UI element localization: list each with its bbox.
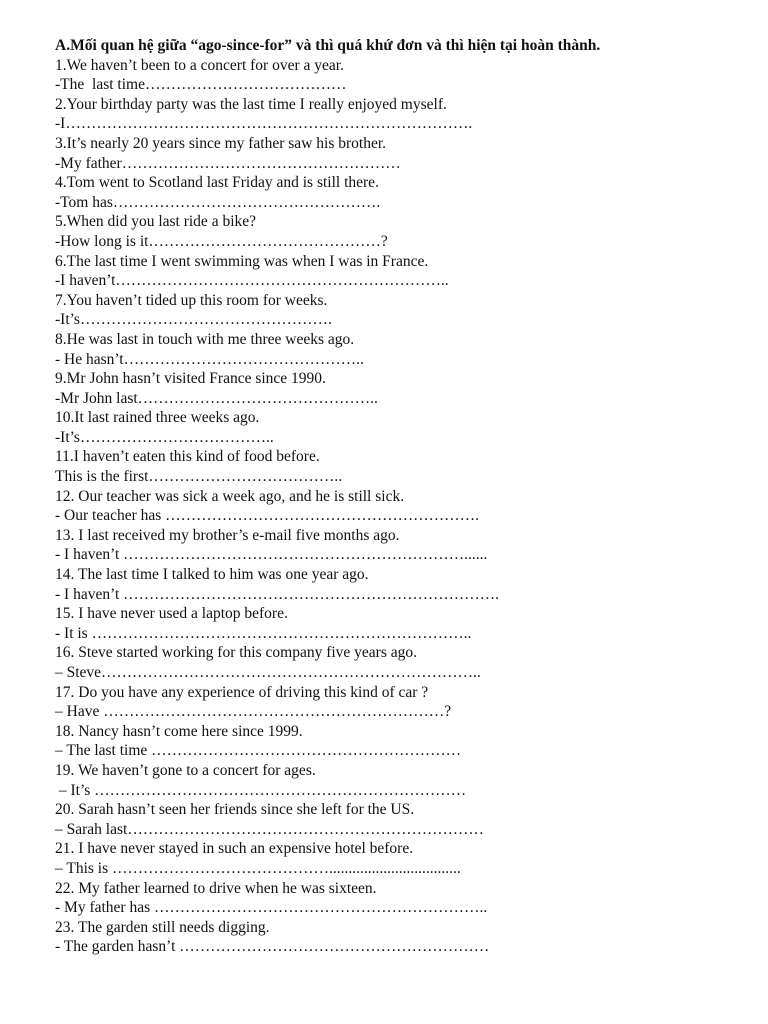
rewrite-prompt: - My father has ……………………………………………………….. — [55, 899, 488, 917]
exercise-sentence: 6.The last time I went swimming was when I was in France. — [55, 252, 429, 270]
worksheet — [55, 36, 755, 957]
rewrite-prompt: - I haven’t ………………………………………………………………. — [55, 585, 500, 603]
rewrite-prompt: – The last time …………………………………………………… — [55, 742, 462, 760]
rewrite-prompt: - He hasn’t……………………………………….. — [55, 350, 364, 368]
exercise-sentence: 19. We haven’t gone to a concert for ages. — [55, 761, 316, 779]
exercise-sentence: 7.You haven’t tided up this room for weeks. — [55, 291, 328, 309]
rewrite-prompt: -I haven’t……………………………………………………….. — [55, 272, 449, 290]
exercise-sentence: 10.It last rained three weeks ago. — [55, 409, 260, 427]
rewrite-prompt: - It is ……………………………………………………………….. — [55, 624, 472, 642]
exercise-sentence: 23. The garden still needs digging. — [55, 918, 270, 936]
rewrite-prompt: – Steve……………………………………………………………….. — [55, 664, 481, 681]
exercise-sentence: 2.Your birthday party was the last time I really enjoyed myself. — [55, 95, 447, 113]
rewrite-prompt: – It’s ……………………………………………………………… — [55, 781, 467, 799]
section-title: A.Mối quan hệ giữa “ago-since-for” và thì quá khứ đơn và thì hiện tại hoàn thành. — [55, 37, 601, 54]
exercise-sentence: 8.He was last in touch with me three weeks ago. — [55, 330, 355, 348]
rewrite-prompt: - I haven’t …………………………………………………………...... — [55, 546, 488, 564]
exercise-sentence: 3.It’s nearly 20 years since my father saw his brother. — [55, 134, 387, 152]
exercise-sentence: 13. I last received my brother’s e-mail five months ago. — [55, 526, 400, 544]
rewrite-prompt: -It’s…………………………………………. — [55, 311, 332, 329]
rewrite-prompt: This is the first……………………………….. — [55, 468, 343, 486]
rewrite-prompt: - Our teacher has ……………………………………………………. — [55, 507, 480, 525]
rewrite-prompt: -I……………………………………………………………………. — [55, 115, 473, 133]
rewrite-prompt: -My father……………………………………………… — [55, 154, 401, 172]
exercise-sentence: 14. The last time I talked to him was one year ago. — [55, 566, 369, 584]
exercise-sentence: 5.When did you last ride a bike? — [55, 213, 257, 231]
exercise-sentence: 9.Mr John hasn’t visited France since 1990. — [55, 370, 326, 388]
exercise-sentence: 15. I have never used a laptop before. — [55, 605, 288, 623]
exercise-sentence: 12. Our teacher was sick a week ago, and he is still sick. — [55, 487, 405, 505]
rewrite-prompt: - The garden hasn’t …………………………………………………… — [55, 938, 490, 956]
exercise-sentence: 4.Tom went to Scotland last Friday and is still there. — [55, 174, 379, 192]
rewrite-prompt: – Have …………………………………………………………? — [55, 703, 452, 721]
exercise-sentence: 11.I haven’t eaten this kind of food before. — [55, 448, 320, 466]
rewrite-prompt: – Sarah last…………………………………………………………… — [55, 820, 484, 838]
exercise-sentence: 16. Steve started working for this company five years ago. — [55, 644, 418, 662]
exercise-sentence: 1.We haven’t been to a concert for over a year. — [55, 56, 344, 74]
rewrite-prompt: -The last time………………………………… — [55, 76, 347, 94]
exercise-sentence: 20. Sarah hasn’t seen her friends since she left for the US. — [55, 801, 415, 819]
exercise-list — [55, 56, 755, 957]
exercise-sentence: 17. Do you have any experience of driving this kind of car ? — [55, 683, 429, 701]
exercise-sentence: 22. My father learned to drive when he was sixteen. — [55, 879, 377, 897]
exercise-sentence: 18. Nancy hasn’t come here since 1999. — [55, 722, 303, 740]
rewrite-prompt: -How long is it………………………………………? — [55, 232, 388, 250]
exercise-sentence: 21. I have never stayed in such an expensive hotel before. — [55, 840, 414, 858]
rewrite-prompt: – This is …………………………………….................................. — [55, 859, 461, 877]
rewrite-prompt: -Mr John last……………………………………….. — [55, 389, 378, 407]
rewrite-prompt: -Tom has……………………………………………. — [55, 193, 381, 211]
rewrite-prompt: -It’s……………………………….. — [55, 428, 274, 446]
